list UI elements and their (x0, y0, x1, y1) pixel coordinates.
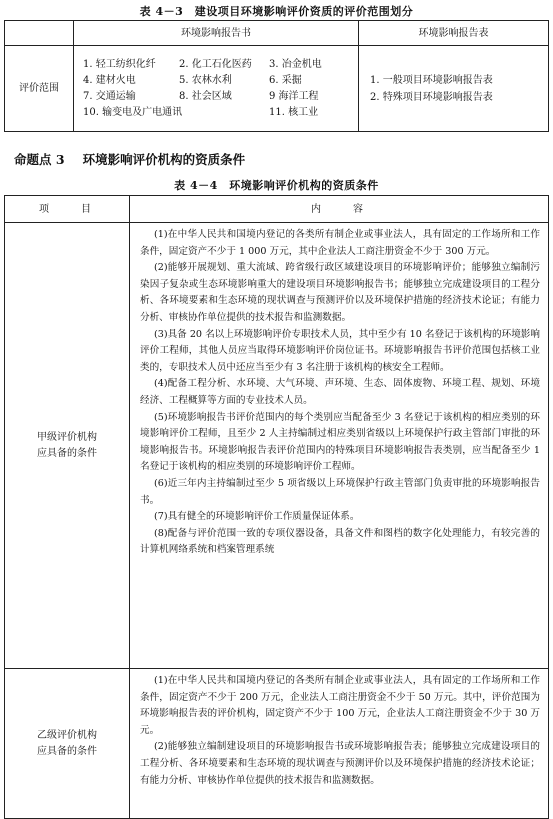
table-row (5, 46, 549, 132)
book-category-item: 5. 农林水利 (179, 75, 232, 86)
qualification-rows (5, 223, 549, 819)
row-label-line: 乙级评价机构 (37, 729, 97, 741)
form-category-item: 2. 特殊项目环境影响报告表 (370, 91, 493, 103)
requirement-paragraph: (1)在中华人民共和国境内登记的各类所有制企业或事业法人，具有固定的工作场所和工作条件，固定资产不少于 200 万元，企业法人工商注册资金不少于 50 万元。其中，评价范围为环境影响报告表的评价机构，固定资产不少于 100 万元，企业法人工商注册资金不少于 30 万元。 (140, 675, 540, 736)
row-content (130, 669, 549, 819)
table-caption-4-3: 表 4－3 建设项目环境影响评价资质的评价范围划分 (139, 5, 414, 18)
requirement-paragraph: (2)能够独立编制建设项目的环境影响报告书或环境影响报告表；能够独立完成建设项目的工程分析、各环境要素和生态环境的现状调查与预测评价以及环境保护措施的经济技术论证；有能力分析、审核协作单位提供的技术报告和监测数据。 (140, 741, 540, 786)
row-label (5, 669, 130, 819)
header-content: 内 容 (130, 196, 549, 223)
section-number: 命题点 3 (14, 152, 65, 167)
book-category-item: 11. 核工业 (269, 107, 319, 118)
book-category-item: 8. 社会区域 (179, 91, 232, 102)
form-category-item: 1. 一般项目环境影响报告表 (370, 74, 493, 86)
table-row (5, 669, 549, 819)
book-category-item: 6. 采掘 (269, 75, 302, 86)
book-category-item: 4. 建材火电 (83, 75, 136, 86)
book-category-item: 3. 冶金机电 (269, 59, 322, 70)
book-category-cell (74, 46, 359, 132)
requirement-paragraph: (5)环境影响报告书评价范围内的每个类别应当配备至少 3 名登记于该机构的相应类别的环境影响评价工程师，且至少 2 人主持编制过相应类别省级以上环境保护行政主管部门审批的环境影响报告书。环境影响报告表评价范围内的特殊项目环境影响报告表类别，应当配备至少 1 名登记于该机构的相应类别的环境影响评价工程师。 (140, 411, 540, 473)
book-category-item: 1. 轻工纺织化纤 (83, 59, 156, 70)
requirement-paragraph: (1)在中华人民共和国境内登记的各类所有制企业或事业法人，具有固定的工作场所和工作条件，固定资产不少于 1 000 万元，其中企业法人工商注册资金不少于 300 万元。 (140, 229, 540, 257)
section-title: 环境影响评价机构的资质条件 (82, 152, 246, 167)
requirement-paragraph: (3)具备 20 名以上环境影响评价专职技术人员，其中至少有 10 名登记于该机构的环境影响评价工程师，其他人员应当取得环境影响评价岗位证书。环境影响报告书评价范围包括核工业类的，专职技术人员中还应当至少有 3 名注册于该机构的核安全工程师。 (140, 328, 540, 373)
requirement-paragraph: (6)近三年内主持编制过至少 5 项省级以上环境保护行政主管部门负责审批的环境影响报告书。 (140, 477, 540, 506)
row-label (5, 223, 130, 669)
scope-table (4, 20, 549, 132)
book-category-item: 9 海洋工程 (269, 91, 319, 102)
header-form: 环境影响报告表 (359, 21, 549, 46)
row-label-line: 甲级评价机构 (37, 431, 97, 443)
section-heading (14, 150, 245, 168)
book-category-item: 10. 输变电及广电通讯 (83, 107, 183, 118)
requirement-paragraph: (4)配备工程分析、水环境、大气环境、声环境、生态、固体废物、环境工程、规划、环境经济、工程概算等方面的专业技术人员。 (140, 378, 540, 406)
qualification-table (4, 195, 549, 819)
table-caption-4-4: 表 4－4 环境影响评价机构的资质条件 (174, 179, 379, 192)
row-content (130, 223, 549, 669)
header-book: 环境影响报告书 (74, 21, 359, 46)
table-row (5, 223, 549, 669)
book-category-item: 7. 交通运输 (83, 91, 136, 102)
header-blank (5, 21, 74, 46)
requirement-paragraph: (8)配备与评价范围一致的专项仪器设备，具备文件和图档的数字化处理能力，有较完善的计算机网络系统和档案管理系统 (140, 527, 540, 556)
book-category-item: 2. 化工石化医药 (179, 59, 252, 70)
requirement-paragraph: (7)具有健全的环境影响评价工作质量保证体系。 (154, 511, 360, 523)
form-category-cell (359, 46, 549, 132)
row-label-scope: 评价范围 (5, 46, 74, 132)
table-header-row (5, 196, 549, 223)
requirement-paragraph: (2)能够开展规划、重大流域、跨省级行政区域建设项目的环境影响评价；能够独立编制污染因子复杂或生态环境影响重大的建设项目环境影响报告书；能够独立完成建设项目的工程分析、各环境要素和生态环境的现状调查与预测评价以及环境保护措施的经济技术论证；有能力分析、审核协作单位提供的技术报告和监测数据。 (140, 262, 540, 323)
table-header-row (5, 21, 549, 46)
book-category-list (75, 54, 357, 123)
row-label-line: 应具备的条件 (37, 447, 97, 459)
row-label-line: 应具备的条件 (37, 745, 97, 757)
form-category-list (360, 74, 547, 104)
header-item: 项 目 (5, 196, 130, 223)
